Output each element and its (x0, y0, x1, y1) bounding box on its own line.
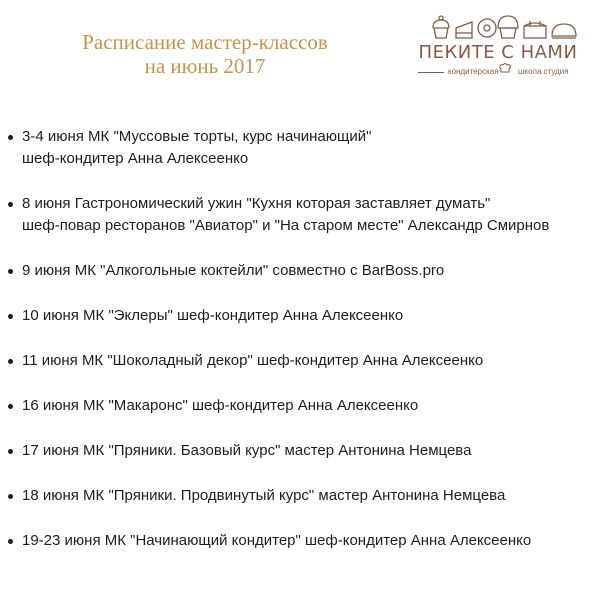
list-item (8, 485, 593, 507)
cake-slice-icon (456, 22, 472, 38)
logo-sub-right: школа студия (518, 67, 569, 76)
list-item (8, 530, 593, 552)
event-title: 3-4 июня МК "Муссовые торты, курс начинающий" (22, 128, 372, 145)
list-item (8, 395, 593, 417)
logo-name: ПЕКИТЕ С НАМИ (418, 42, 578, 63)
logo-rule-left (418, 72, 444, 73)
event-title: 8 июня Гастрономический ужин "Кухня которая заставляет думать" (22, 195, 491, 212)
cupcake-icon (433, 16, 449, 38)
pastry-icons (418, 8, 578, 42)
event-host: шеф-повар ресторанов "Авиатор" и "На старом месте" Александр Смирнов (22, 217, 550, 234)
schedule-list (8, 126, 593, 575)
list-item (8, 350, 593, 372)
event-title: 17 июня МК "Пряники. Базовый курс" мастер Антонина Немцева (22, 442, 472, 459)
title-line-1: Расписание мастер-классов (82, 30, 328, 54)
donut-icon (478, 19, 496, 37)
logo (418, 8, 578, 86)
cake-icon (524, 21, 546, 38)
event-title: 9 июня МК "Алкогольные коктейли" совместно с BarBoss.pro (22, 262, 445, 279)
page-title (40, 30, 370, 78)
chef-hat-icon (498, 62, 512, 76)
list-item (8, 126, 593, 170)
muffin-icon (498, 16, 518, 38)
event-title: 11 июня МК "Шоколадный декор" шеф-кондитер Анна Алексеенко (22, 352, 484, 369)
pie-icon (552, 24, 576, 38)
event-title: 10 июня МК "Эклеры" шеф-кондитер Анна Алексеенко (22, 307, 404, 324)
event-title: 18 июня МК "Пряники. Продвинутый курс" мастер Антонина Немцева (22, 487, 506, 504)
list-item (8, 305, 593, 327)
event-title: 16 июня МК "Макаронс" шеф-кондитер Анна Алексеенко (22, 397, 419, 414)
logo-sub-left: кондитерская (448, 67, 499, 76)
list-item (8, 193, 593, 237)
event-host: шеф-кондитер Анна Алексеенко (22, 150, 249, 167)
event-title: 19-23 июня МК "Начинающий кондитер" шеф-кондитер Анна Алексеенко (22, 532, 532, 549)
list-item (8, 260, 593, 282)
list-item (8, 440, 593, 462)
title-line-2: на июнь 2017 (144, 54, 266, 78)
